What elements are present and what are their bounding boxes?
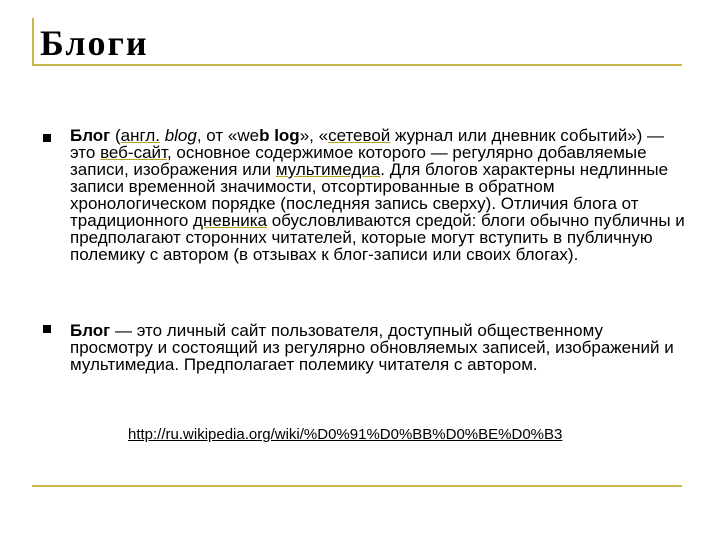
link-engl[interactable]: англ. (120, 126, 160, 145)
title-accent-vertical-line (32, 18, 34, 65)
bullet-square-2 (43, 325, 51, 333)
text-run: журнал или дневник событий») — это (70, 126, 665, 162)
text-run: , от «we (196, 126, 260, 145)
bullet-paragraph-1 (70, 127, 690, 263)
slide-title: Блоги (40, 23, 149, 63)
text-run: — это личный сайт пользователя, доступный общественному просмотру и состоящий из регулярно обновляемых записей, изображений и мультимедиа. Предполагает полемику читателя с автором. (70, 321, 674, 374)
link-multimedia[interactable]: мультимедиа (275, 160, 381, 179)
text-run: ( (110, 126, 121, 145)
link-website[interactable]: веб-сайт (100, 143, 167, 162)
term-blog: Блог (70, 126, 111, 145)
word-blog-italic: blog (164, 126, 197, 145)
letter-b-bold: b (259, 126, 270, 145)
link-network[interactable]: сетевой (328, 126, 391, 145)
term-blog-2: Блог (70, 321, 111, 340)
word-log-bold: log (274, 126, 300, 145)
text-run: , основное содержимое которого — регулярно добавляемые записи, изображения или (70, 143, 647, 179)
link-diary[interactable]: дневника (193, 211, 267, 230)
text-run: обусловливаются средой: блоги обычно публичны и предполагают сторонних читателей, которые могут вступить в публичную полемику с автором (в отзывах к блог-записи или своих блогах). (70, 211, 685, 264)
bullet-square-1 (43, 134, 51, 142)
title-divider-line (32, 64, 682, 66)
bottom-divider-line (32, 485, 682, 487)
text-run: . Для блогов характерны недлинные записи временной значимости, отсортированные в обратном хронологическом порядке (последняя запись сверху). Отличия блога от традиционного (70, 160, 669, 230)
bullet-paragraph-2 (70, 322, 690, 373)
source-url-link[interactable]: http://ru.wikipedia.org/wiki/%D0%91%D0%BB%D0%BE%D0%B3 (128, 426, 563, 443)
text-run: », « (299, 126, 329, 145)
